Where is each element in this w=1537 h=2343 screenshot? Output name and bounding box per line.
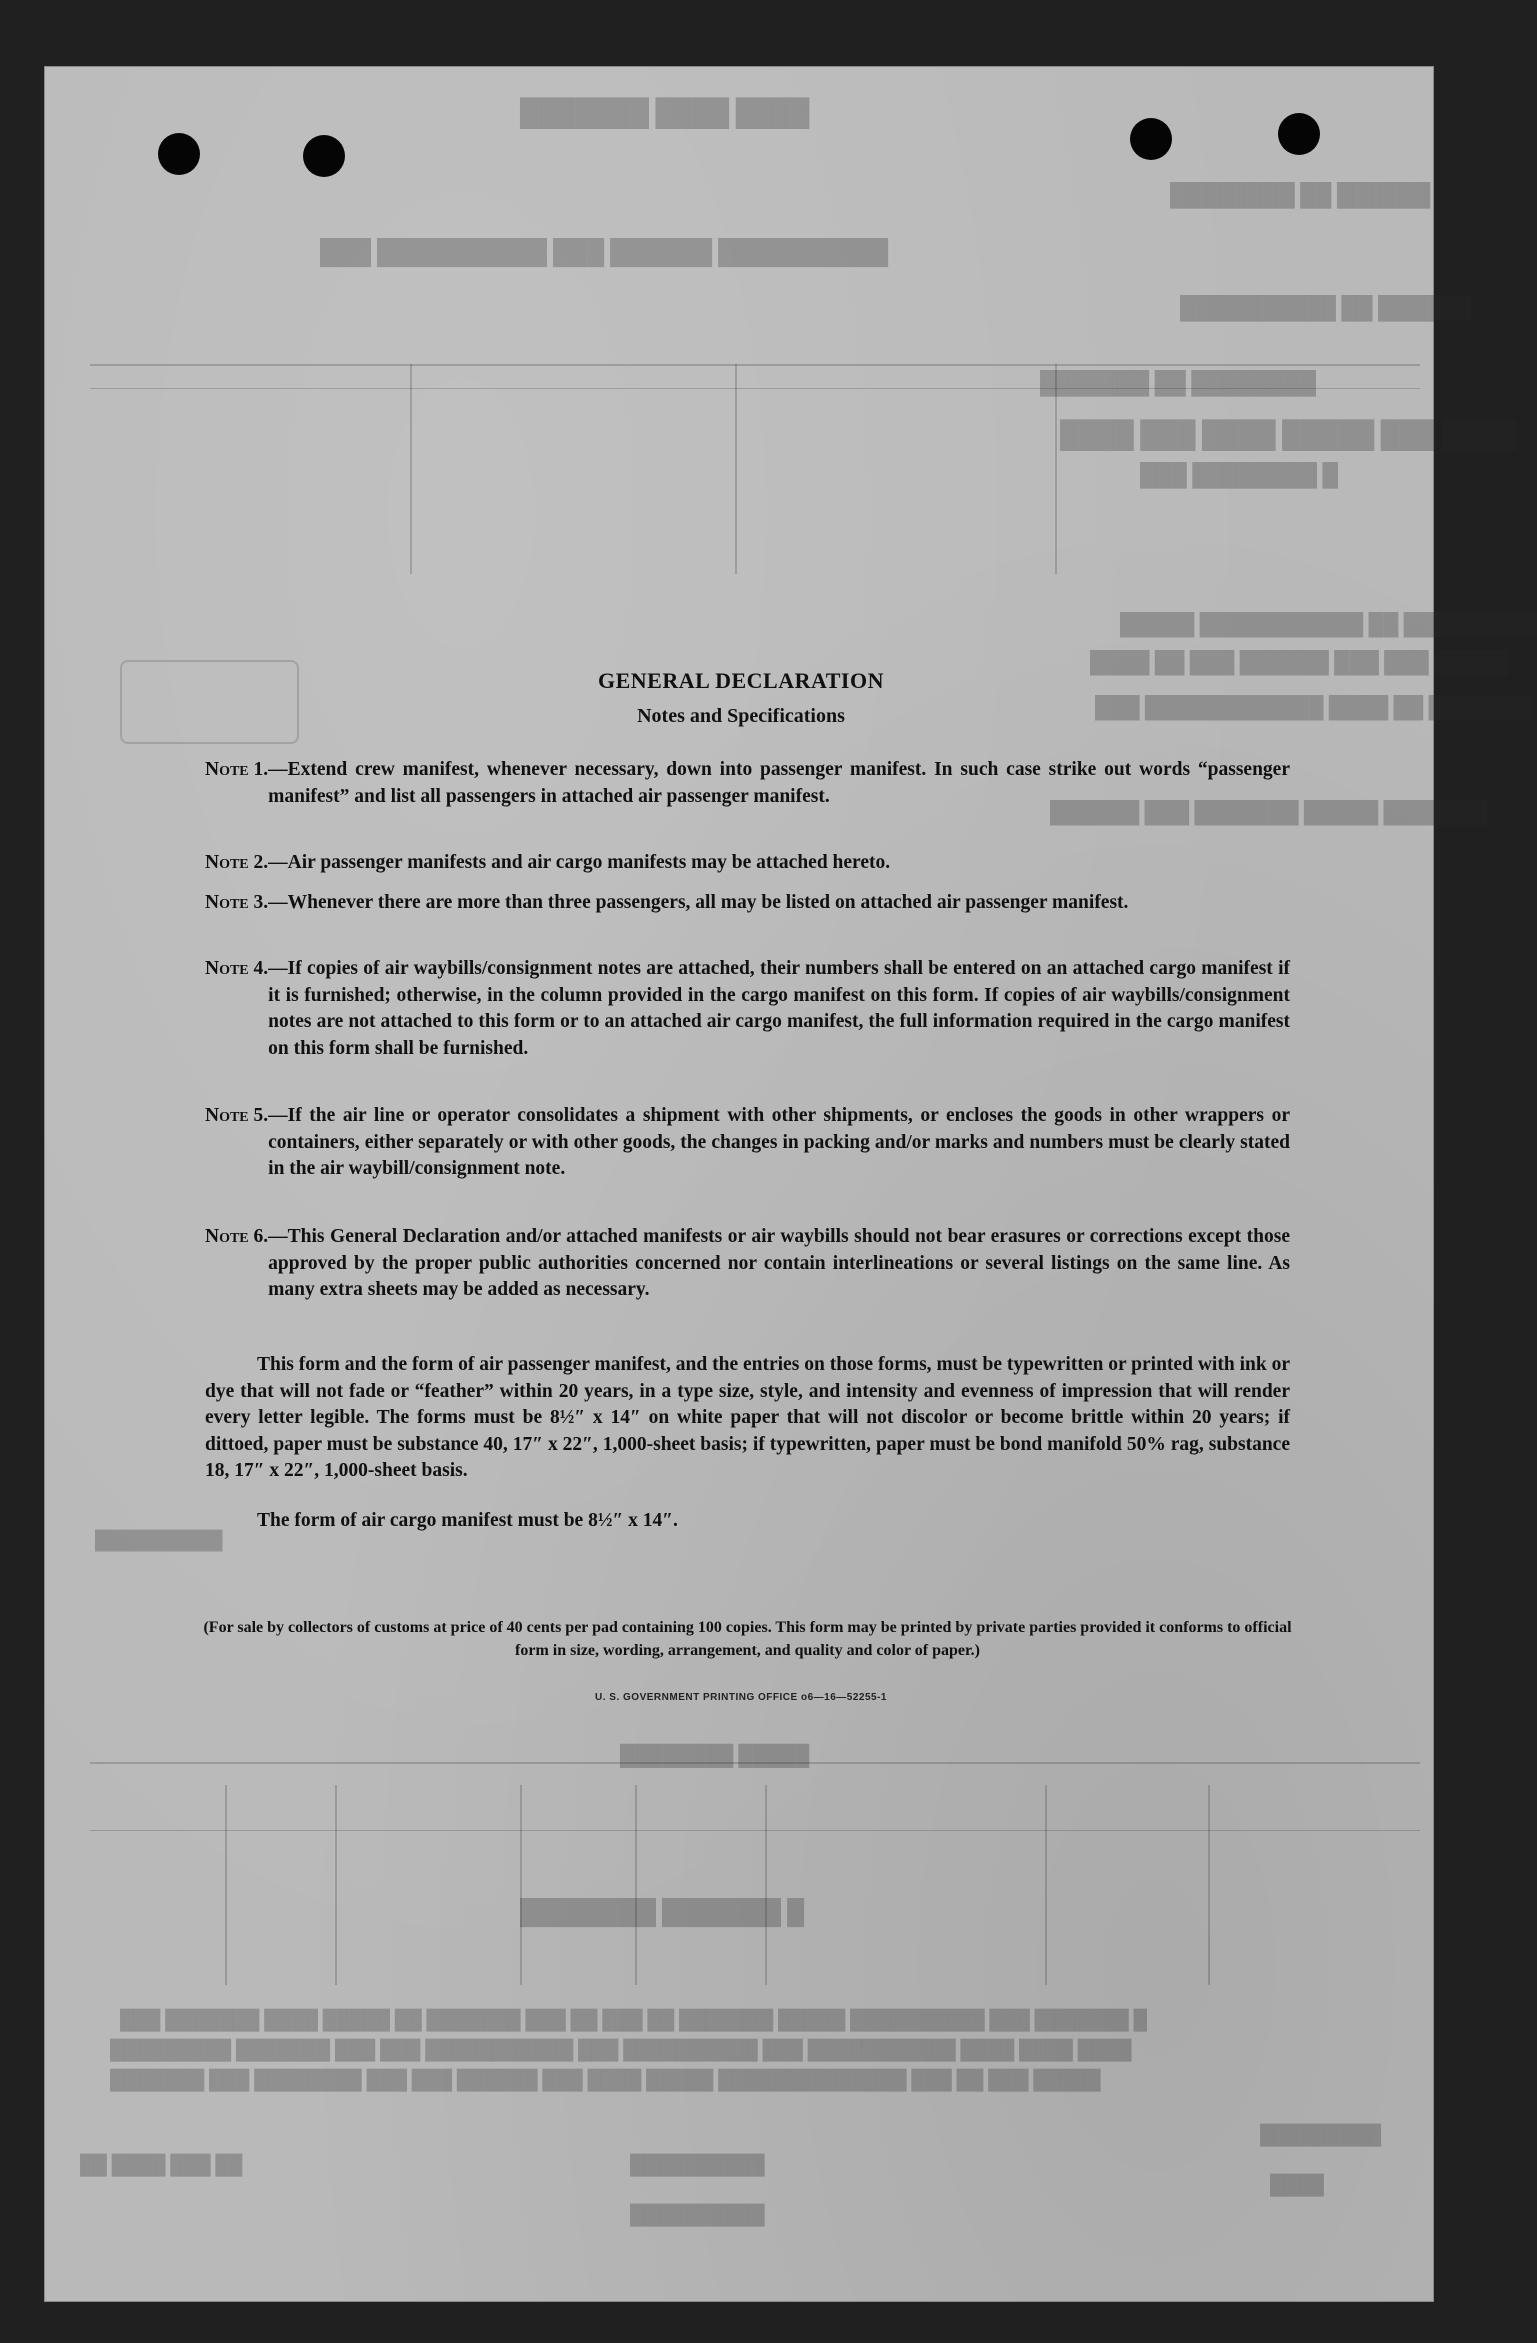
note-4 [205,956,1290,1062]
punch-hole-left-1 [158,133,200,175]
note-6 [205,1224,1290,1304]
punch-hole-left-2 [303,135,345,177]
note-3-text: —Whenever there are more than three passengers, all may be listed on attached air passenger manifest. [268,892,1129,913]
printing-office-line: U. S. GOVERNMENT PRINTING OFFICE o6—16—52255-1 [595,1692,887,1703]
note-6-label: Note 6. [205,1226,269,1247]
note-2-text: —Air passenger manifests and air cargo manifests may be attached hereto. [268,852,891,873]
note-2-label: Note 2. [205,852,269,873]
note-5 [205,1103,1290,1183]
note-5-text: —If the air line or operator consolidates a shipment with other shipments, or encloses the goods in other wrappers or containers, either separately or with other goods, the changes in packing and/or marks and numbers must be clearly stated in the air waybill/consignment note. [268,1105,1290,1179]
punch-hole-right-2 [1278,113,1320,155]
note-2 [205,850,1290,877]
sale-notice: (For sale by collectors of customs at price of 40 cents per pad containing 100 copies. This form may be printed by private parties provided it conforms to official form in size, wording, arrangement, and quality and color of paper.) [203,1619,1292,1659]
document-sheet [44,66,1434,2302]
note-4-label: Note 4. [205,958,269,979]
page-title: GENERAL DECLARATION [598,668,884,693]
punch-hole-right-1 [1130,118,1172,160]
note-3 [205,890,1290,917]
note-1-label: Note 1. [205,759,269,780]
note-6-text: —This General Declaration and/or attached manifests or air waybills should not bear erasures or corrections except those approved by the proper public authorities concerned nor contain interlineations or several listings on the same line. As many extra sheets may be added as necessary. [268,1226,1290,1300]
page-subtitle: Notes and Specifications [637,705,845,727]
note-1 [205,757,1290,810]
note-3-label: Note 3. [205,892,269,913]
cargo-manifest-size: The form of air cargo manifest must be 8½″ x 14″. [257,1510,678,1531]
specification-paragraph: This form and the form of air passenger manifest, and the entries on those forms, must be typewritten or printed with ink or dye that will not fade or “feather” within 20 years, in a type size, style, and intensity and evenness of impression that will render every letter legible. The forms must be 8½″ x 14″ on white paper that will not discolor or become brittle within 20 years; if dittoed, paper must be substance 40, 17″ x 22″, 1,000-sheet basis; if typewritten, paper must be bond manifold 50% rag, substance 18, 17″ x 22″, 1,000-sheet basis. [205,1354,1290,1481]
note-1-text: —Extend crew manifest, whenever necessary, down into passenger manifest. In such case strike out words “passenger manifest” and list all passengers in attached air passenger manifest. [268,759,1290,807]
note-4-text: —If copies of air waybills/consignment notes are attached, their numbers shall be entered on an attached cargo manifest if it is furnished; otherwise, in the column provided in the cargo manifest on this form. If copies of air waybills/consignment notes are not attached to this form or to an attached air cargo manifest, the full information required in the cargo manifest on this form shall be furnished. [268,958,1290,1059]
note-5-label: Note 5. [205,1105,269,1126]
